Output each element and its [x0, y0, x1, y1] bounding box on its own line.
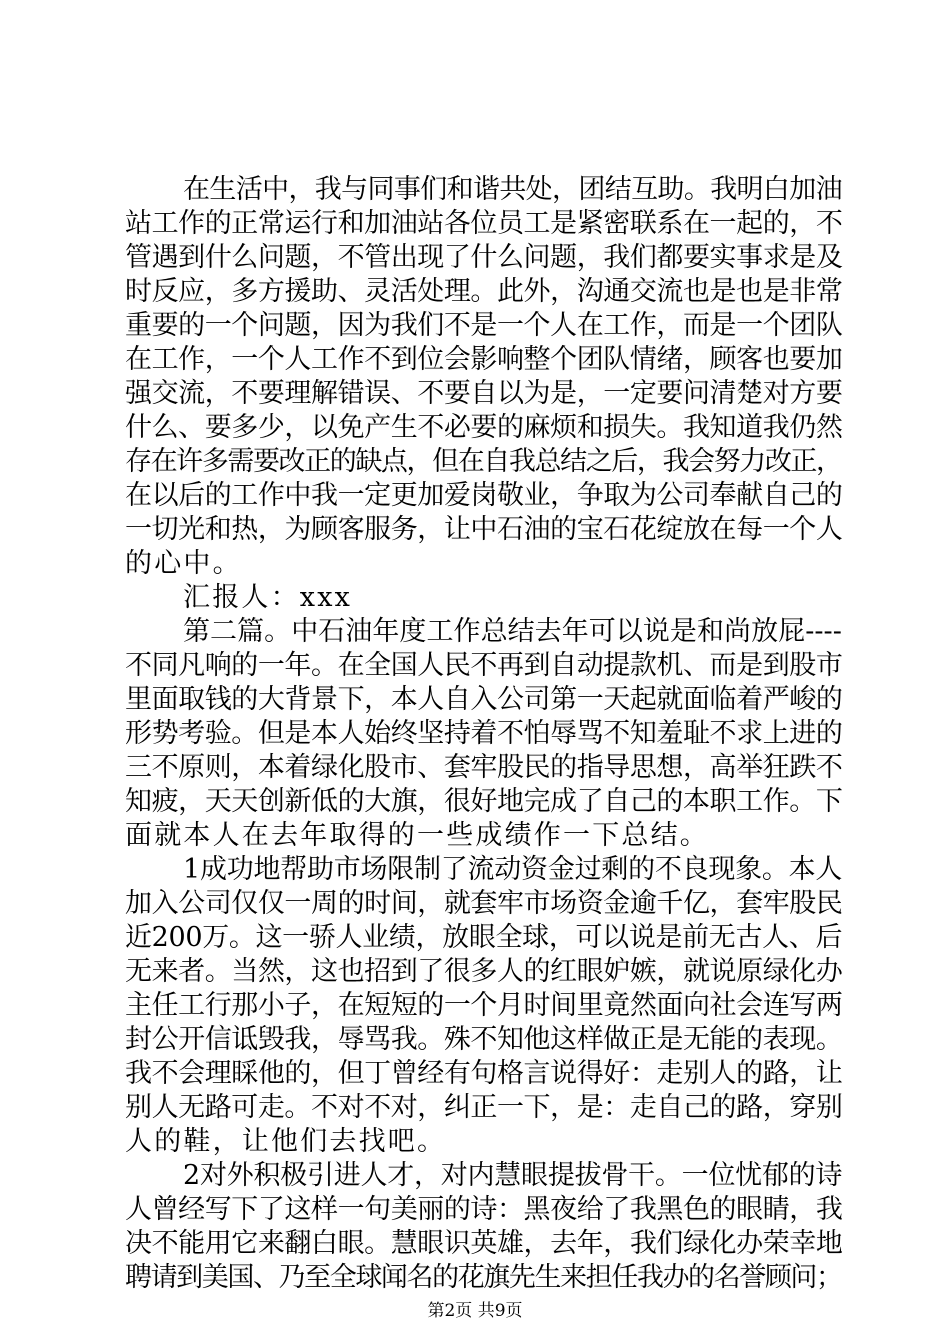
text-line: 面就本人在去年取得的一些成绩作一下总结。 [125, 820, 709, 851]
text-line: 聘请到美国、乃至全球闻名的花旗先生来担任我办的名誉顾问； [125, 1262, 842, 1293]
text-line: 1成功地帮助市场限制了流动资金过剩的不良现象。本人 [183, 854, 843, 885]
text-line: 不同凡响的一年。在全国人民不再到自动提款机、而是到股市 [125, 650, 843, 681]
text-line: 封公开信诋毁我，辱骂我。殊不知他这样做正是无能的表现。 [125, 1024, 843, 1055]
text-line: 别人无路可走。不对不对，纠正一下，是：走自己的路，穿别 [125, 1092, 843, 1123]
text-line: 重要的一个问题，因为我们不是一个人在工作，而是一个团队 [125, 310, 843, 341]
text-line: 一切光和热，为顾客服务，让中石油的宝石花绽放在每一个人 [125, 514, 843, 545]
text-line: 形势考验。但是本人始终坚持着不怕辱骂不知羞耻不求上进的 [125, 718, 843, 749]
text-line: 决不能用它来翻白眼。慧眼识英雄，去年，我们绿化办荣幸地 [125, 1228, 843, 1259]
text-line: 三不原则，本着绿化股市、套牢股民的指导思想，高举狂跌不 [125, 752, 843, 783]
page-footer [0, 1296, 950, 1321]
signature-line: 汇报人：xxx [183, 582, 353, 613]
text-line: 我不会理睬他的，但丁曾经有句格言说得好：走别人的路，让 [125, 1058, 843, 1089]
text-line: 在生活中，我与同事们和谐共处，团结互助。我明白加油 [183, 174, 842, 205]
text-line: 强交流，不要理解错误、不要自以为是，一定要问清楚对方要 [125, 378, 843, 409]
text-line: 主任工行那小子，在短短的一个月时间里竟然面向社会连写两 [125, 990, 843, 1021]
text-line: 在工作，一个人工作不到位会影响整个团队情绪，顾客也要加 [125, 344, 843, 375]
text-line: 管遇到什么问题，不管出现了什么问题，我们都要实事求是及 [125, 242, 843, 273]
text-line: 知疲，天天创新低的大旗，很好地完成了自己的本职工作。下 [125, 786, 843, 817]
text-line: 什么、要多少，以免产生不必要的麻烦和损失。我知道我仍然 [125, 412, 843, 443]
page-number: 第2页 共9页 [427, 1301, 523, 1321]
text-line: 的心中。 [125, 548, 242, 579]
text-line: 人的鞋，让他们去找吧。 [125, 1126, 447, 1157]
text-line: 站工作的正常运行和加油站各位员工是紧密联系在一起的，不 [125, 208, 843, 239]
text-line: 加入公司仅仅一周的时间，就套牢市场资金逾千亿，套牢股民 [125, 888, 843, 919]
text-line: 时反应，多方援助、灵活处理。此外，沟通交流也是也是非常 [125, 276, 843, 307]
text-line: 近200万。这一骄人业绩，放眼全球，可以说是前无古人、后 [125, 922, 843, 953]
text-line: 存在许多需要改正的缺点，但在自我总结之后，我会努力改正， [125, 446, 842, 477]
text-line: 第二篇。中石油年度工作总结去年可以说是和尚放屁---- [183, 616, 842, 647]
text-line: 人曾经写下了这样一句美丽的诗：黑夜给了我黑色的眼睛，我 [125, 1194, 843, 1225]
text-line: 里面取钱的大背景下，本人自入公司第一天起就面临着严峻的 [125, 684, 843, 715]
text-line: 无来者。当然，这也招到了很多人的红眼妒嫉，就说原绿化办 [125, 956, 843, 987]
text-line: 在以后的工作中我一定更加爱岗敬业，争取为公司奉献自己的 [125, 480, 843, 511]
text-line: 2对外积极引进人才，对内慧眼提拔骨干。一位忧郁的诗 [183, 1160, 843, 1191]
